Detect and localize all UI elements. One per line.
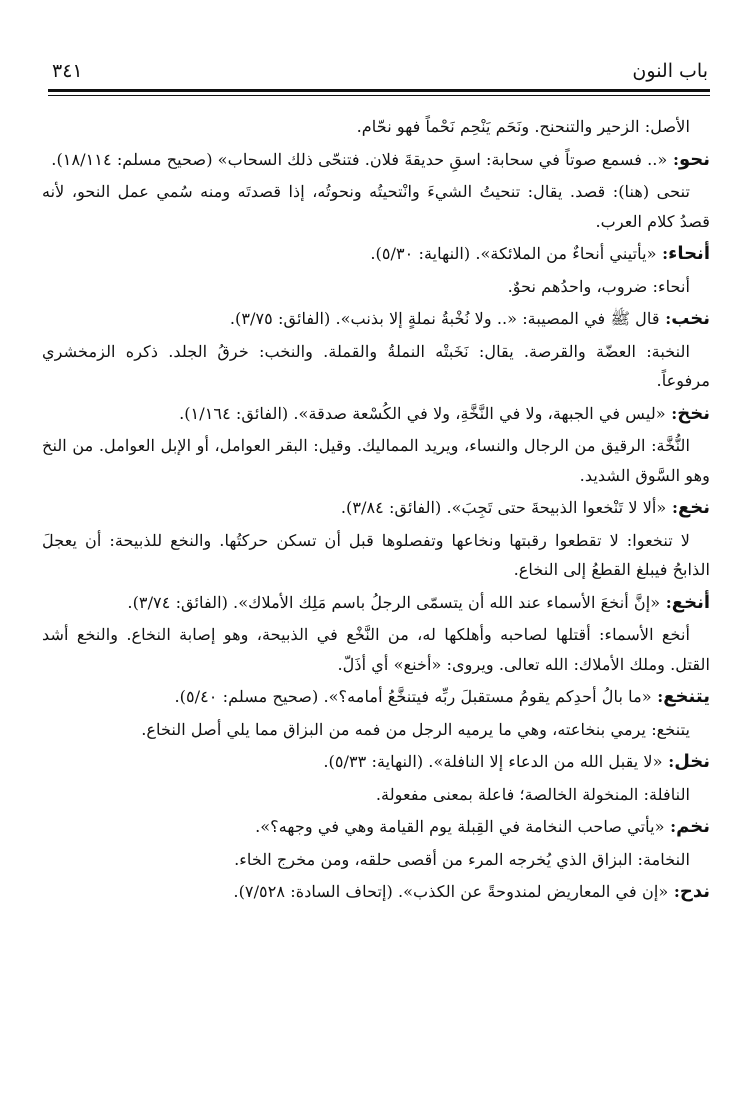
commentary-paragraph	[42, 620, 710, 679]
paragraph-text: أنخع الأسماء: أقتلها لصاحبه وأهلكها له، من النَّخْع في الذبيحة، وهو إصابة النخاع. والنخع أشد القتل. وملك الأملاك: الله تعالى. ويروى: «أخنع» أي أذَلّ.	[42, 625, 710, 674]
paragraph-text: «يأتيني أنحاءٌ من الملائكة». (النهاية: ٥/٣٠).	[370, 244, 657, 263]
paragraph-text: «.. فسمع صوتاً في سحابة: اسقِ حديقةَ فلان. فتنحّى ذلك السحاب» (صحيح مسلم: ١٨/١١٤).	[51, 149, 668, 169]
keyword-separator: :	[668, 882, 680, 901]
entry-keyword: ندح	[679, 881, 710, 902]
header-rule-thin	[48, 95, 710, 96]
paragraph-text: يتنخع: يرمي بنخاعته، وهي ما يرميه الرجل من فمه من البزاق مما يلي أصل النخاع.	[141, 719, 690, 739]
paragraph-text: «ليس في الجبهة، ولا في النَّخَّةِ، ولا في الكُسْعة صدقة». (الفائق: ١/١٦٤).	[179, 403, 666, 423]
entry-keyword: أنحاء	[668, 243, 710, 264]
commentary-paragraph	[42, 272, 710, 302]
page-number: ٣٤١	[52, 60, 83, 82]
entry-paragraph	[42, 304, 710, 334]
page-body	[42, 112, 710, 910]
entry-keyword: نخم	[676, 816, 710, 837]
keyword-separator: :	[664, 817, 677, 836]
entry-keyword: نحو	[678, 148, 710, 170]
paragraph-text: «إنَّ أنخعَ الأسماء عند الله أن يتسمّى الرجلُ باسم مَلِك الأملاك». (الفائق: ٣/٧٤).	[127, 592, 661, 612]
commentary-paragraph	[42, 337, 710, 396]
paragraph-text: «لا يقبل الله من الدعاء إلا النافلة». (النهاية: ٥/٣٣).	[323, 752, 663, 771]
keyword-separator: :	[666, 498, 678, 517]
commentary-paragraph	[42, 112, 710, 142]
entry-keyword: نخب	[671, 308, 710, 329]
keyword-separator: :	[662, 752, 675, 771]
paragraph-text: «يأتي صاحب النخامة في القِبلة يوم القيامة وهي في وجهه؟».	[255, 817, 665, 836]
keyword-separator: :	[656, 244, 669, 263]
paragraph-text: «ما بالُ أحدِكم يقومُ مستقبلَ ربِّه فيتنخَّعُ أمامه؟». (صحيح مسلم: ٥/٤٠).	[174, 687, 652, 706]
paragraph-text: النافلة: المنخولة الخالصة؛ فاعلة بمعنى مفعولة.	[375, 784, 690, 804]
entry-keyword: نخع	[677, 497, 710, 518]
entry-keyword: أنخع	[671, 591, 710, 613]
keyword-separator: :	[651, 687, 664, 706]
commentary-paragraph	[42, 431, 710, 490]
paragraph-text: لا تنخعوا: لا تقطعوا رقبتها ونخاعها وتفصلوها قبل أن تسكن حركتُها. والنخع للذبيحة: أن يعجلَ الذابحُ فيبلغ القطعُ إلى النخاع.	[42, 530, 710, 579]
entry-keyword: يتنخع	[663, 686, 710, 707]
commentary-paragraph	[42, 177, 710, 236]
entry-keyword: نخل	[674, 751, 710, 772]
entry-paragraph	[42, 877, 710, 907]
entry-keyword: نخخ	[677, 402, 710, 424]
paragraph-text: النُّخَّة: الرقيق من الرجال والنساء، ويريد المماليك. وقيل: البقر العوامل، أو الإبل العوامل. من النخ وهو السَّوق الشديد.	[42, 436, 710, 485]
entry-paragraph	[42, 145, 710, 175]
commentary-paragraph	[42, 715, 710, 745]
entry-paragraph	[42, 239, 710, 269]
header-rule-thick	[48, 89, 710, 92]
keyword-separator: :	[667, 149, 679, 169]
paragraph-text: الأصل: الزحير والتنحنح. ونَحَم يَنْحِم نَحْماً فهو نحّام.	[356, 117, 690, 136]
paragraph-text: «إن في المعاريض لمندوحةً عن الكذب». (إتحاف السادة: ٧/٥٢٨).	[233, 882, 669, 901]
paragraph-text: النخبة: العضّة والقرصة. يقال: نَخَبتْه النملةُ والقملة. والنخب: خرقُ الجلد. ذكره الزمخشري مرفوعاً.	[42, 341, 710, 390]
commentary-paragraph	[42, 845, 710, 875]
commentary-paragraph	[42, 780, 710, 810]
chapter-title: باب النون	[632, 60, 708, 82]
entry-paragraph	[42, 812, 710, 842]
entry-paragraph	[42, 588, 710, 618]
paragraph-text: تنحى (هنا): قصد. يقال: تنحيتُ الشيءَ وانْتحيتُه ونحوتُه، إذا قصدتَه ومنه سُمي عمل النحو، لأنه قصدُ كلام العرب.	[42, 182, 710, 231]
entry-paragraph	[42, 747, 710, 777]
paragraph-text: «ألا لا تَنْخعوا الذبيحةَ حتى تَجِبَ». (الفائق: ٣/٨٤).	[340, 498, 667, 517]
commentary-paragraph	[42, 526, 710, 585]
keyword-separator: :	[660, 592, 672, 612]
paragraph-text: أنحاء: ضروب، واحدُهم نحوٌ.	[507, 276, 690, 296]
entry-paragraph	[42, 399, 710, 429]
keyword-separator: :	[659, 309, 672, 328]
entry-paragraph	[42, 682, 710, 712]
paragraph-text: النخامة: البزاق الذي يُخرجه المرء من أقصى حلقه، ومن مخرج الخاء.	[234, 849, 690, 869]
page-header	[48, 56, 710, 90]
paragraph-text: قال ﷺ في المصيبة: «.. ولا نُخْبةُ نملةٍ إلا بذنب». (الفائق: ٣/٧٥).	[229, 309, 660, 328]
keyword-separator: :	[665, 403, 678, 423]
entry-paragraph	[42, 493, 710, 523]
